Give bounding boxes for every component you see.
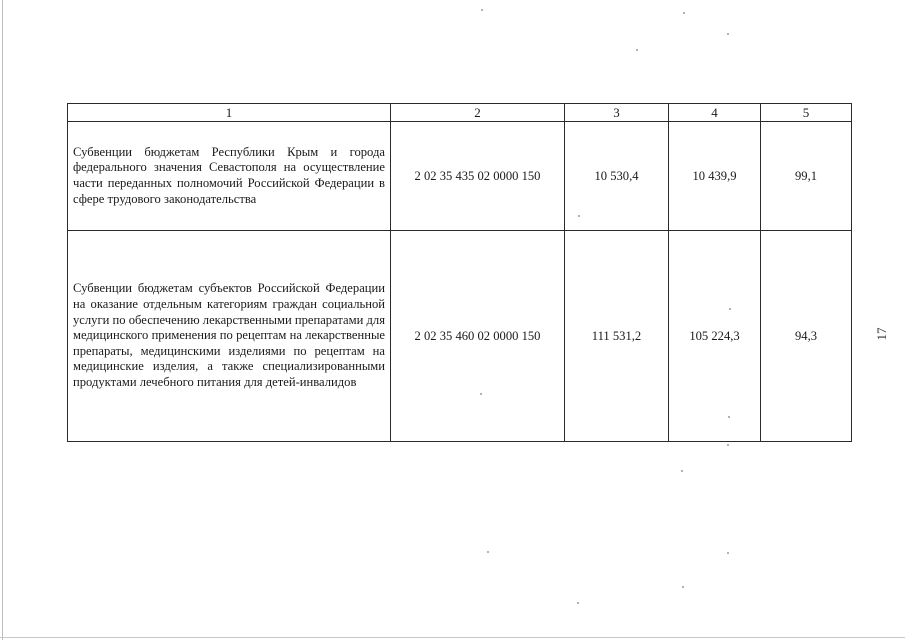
row-name-cell: Субвенции бюджетам субъектов Российской Федерации на оказание отдельным категориям граждан социальной услуги по обеспечению лекарственными препаратами для медицинского применения по рецептам на лекарственные препараты, медицинскими изделиями по рецептам на медицинские изделия, а также специализированными продуктами лечебного питания для детей-инвалидов [68,231,391,442]
scan-speck [681,470,683,472]
header-cell-2: 2 [391,104,565,122]
page-number: 17 [874,327,889,341]
scan-speck [683,12,685,14]
scan-speck [727,33,729,35]
scan-speck [728,416,730,418]
row-value-col3: 111 531,2 [565,231,669,442]
scan-speck [636,49,638,51]
row-value-col4: 105 224,3 [669,231,761,442]
table-row [68,122,852,231]
scan-speck [727,444,729,446]
scan-speck [480,393,482,395]
scan-speck [577,602,579,604]
row-value-col5: 94,3 [761,231,852,442]
row-code-cell: 2 02 35 435 02 0000 150 [391,122,565,231]
header-cell-3: 3 [565,104,669,122]
header-cell-5: 5 [761,104,852,122]
page-edge-bottom [0,637,905,638]
row-value-col3: 10 530,4 [565,122,669,231]
table-header-row [68,104,852,122]
table-row [68,231,852,442]
scan-speck [729,308,731,310]
page-edge-left [2,0,3,640]
scan-speck [578,215,580,217]
row-name-cell: Субвенции бюджетам Республики Крым и города федерального значения Севастополя на осуществление части переданных полномочий Российской Федерации в сфере трудового законодательства [68,122,391,231]
scan-speck [481,9,483,11]
row-value-col5: 99,1 [761,122,852,231]
scan-speck [682,586,684,588]
scan-speck [727,552,729,554]
header-cell-4: 4 [669,104,761,122]
budget-table [67,103,852,442]
row-value-col4: 10 439,9 [669,122,761,231]
header-cell-1: 1 [68,104,391,122]
scan-speck [487,551,489,553]
row-code-cell: 2 02 35 460 02 0000 150 [391,231,565,442]
